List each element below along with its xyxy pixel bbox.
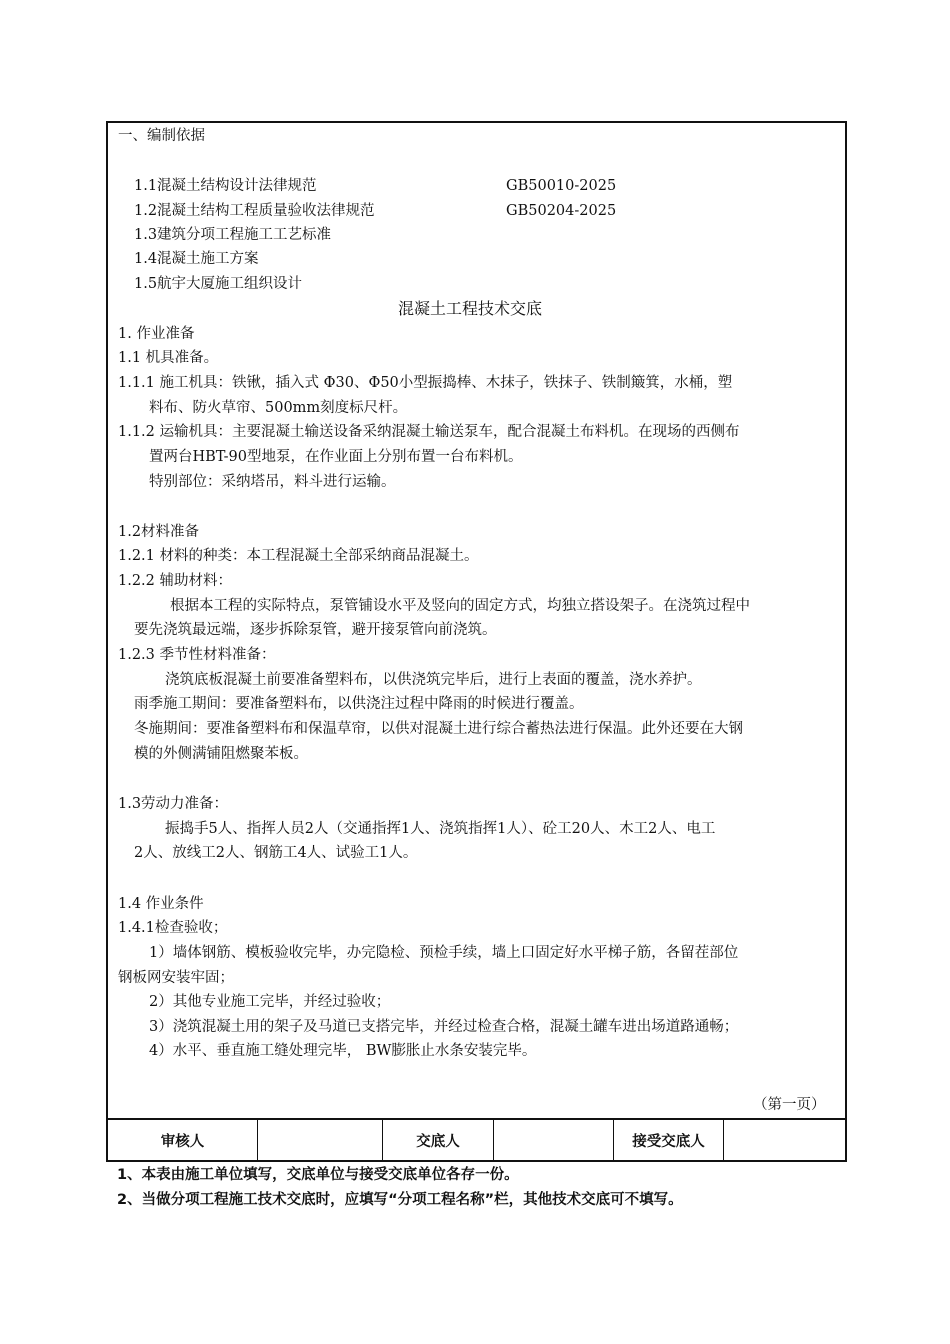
text-line: 冬施期间：要准备塑料布和保温草帘，以供对混凝土进行综合蓄热法进行保温。此外还要在大钢 xyxy=(134,721,743,737)
signature-row xyxy=(108,1118,845,1160)
basis-item: 1.5航宇大厦施工组织设计 xyxy=(134,276,303,292)
text-line: 4）水平、垂直施工缝处理完毕， BW膨胀止水条安装完毕。 xyxy=(149,1043,537,1059)
basis-item: 1.3建筑分项工程施工工艺标准 xyxy=(134,227,332,243)
text-line: 1.1 机具准备。 xyxy=(118,350,219,366)
page-number: （第一页） xyxy=(753,1097,826,1113)
text-line: 浇筑底板混凝土前要准备塑料布，以供浇筑完毕后，进行上表面的覆盖，浇水养护。 xyxy=(165,672,702,688)
basis-item: 1.1混凝土结构设计法律规范 xyxy=(134,178,317,194)
receiver-signature-field[interactable] xyxy=(724,1120,845,1160)
text-line: 1.2.2 辅助材料： xyxy=(118,573,233,589)
footnote: 2、当做分项工程施工技术交底时，应填写“分项工程名称”栏，其他技术交底可不填写。 xyxy=(117,1192,683,1208)
text-line: 2）其他专业施工完毕，并经过验收； xyxy=(149,994,391,1010)
receiver-label: 接受交底人 xyxy=(614,1120,724,1160)
text-line: 1.3劳动力准备： xyxy=(118,796,229,812)
basis-code: GB50010-2025 xyxy=(506,178,617,194)
text-line: 模的外侧满铺阻燃聚苯板。 xyxy=(134,746,308,762)
reviewer-signature-field[interactable] xyxy=(258,1120,383,1160)
reviewer-label: 审核人 xyxy=(108,1120,258,1160)
text-line: 2人、放线工2人、钢筋工4人、试验工1人。 xyxy=(134,845,418,861)
text-line: 1）墙体钢筋、模板验收完毕，办完隐检、预检手续，墙上口固定好水平梯子筋，各留茬部位 xyxy=(149,945,739,961)
text-line: 1.1.1 施工机具：铁锹，插入式 Φ30、Φ50小型振捣棒、木抹子，铁抹子、铁制簸箕，水桶，塑 xyxy=(118,375,733,391)
basis-item: 1.4混凝土施工方案 xyxy=(134,251,259,267)
footnote: 1、本表由施工单位填写，交底单位与接受交底单位各存一份。 xyxy=(117,1167,519,1183)
text-line: 雨季施工期间：要准备塑料布，以供浇注过程中降雨的时候进行覆盖。 xyxy=(134,696,584,712)
text-line: 置两台HBT-90型地泵，在作业面上分别布置一台布料机。 xyxy=(149,449,523,465)
text-line: 1.2.1 材料的种类：本工程混凝土全部采纳商品混凝土。 xyxy=(118,548,479,564)
discloser-label: 交底人 xyxy=(383,1120,494,1160)
basis-code: GB50204-2025 xyxy=(506,203,617,219)
text-line: 振捣手5人、指挥人员2人（交通指挥1人、浇筑指挥1人）、砼工20人、木工2人、电工 xyxy=(165,821,716,837)
text-line: 1.4 作业条件 xyxy=(118,896,204,912)
discloser-signature-field[interactable] xyxy=(494,1120,614,1160)
text-line: 要先浇筑最远端，逐步拆除泵管，避开接泵管向前浇筑。 xyxy=(134,622,497,638)
text-line: 3）浇筑混凝土用的架子及马道已支搭完毕，并经过检查合格，混凝土罐车进出场道路通畅； xyxy=(149,1019,739,1035)
text-line: 1.2.3 季节性材料准备： xyxy=(118,647,276,663)
section-basis-heading: 一、编制依据 xyxy=(118,128,205,144)
disclosure-form xyxy=(106,121,847,1162)
form-content xyxy=(108,123,845,1118)
text-line: 特别部位：采纳塔吊，料斗进行运输。 xyxy=(149,474,396,490)
document-title: 混凝土工程技术交底 xyxy=(398,299,543,318)
text-line: 1.1.2 运输机具：主要混凝土输送设备采纳混凝土输送泵车，配合混凝土布料机。在现场的西侧布 xyxy=(118,424,740,440)
text-line: 1.4.1检查验收； xyxy=(118,920,228,936)
text-line: 料布、防火草帘、500mm刻度标尺杆。 xyxy=(149,400,408,416)
text-line: 1. 作业准备 xyxy=(118,326,195,342)
basis-item: 1.2混凝土结构工程质量验收法律规范 xyxy=(134,203,375,219)
text-line: 1.2材料准备 xyxy=(118,524,200,540)
text-line: 钢板网安装牢固； xyxy=(118,970,234,986)
text-line: 根据本工程的实际特点，泵管铺设水平及竖向的固定方式，均独立搭设架子。在浇筑过程中 xyxy=(170,598,750,614)
